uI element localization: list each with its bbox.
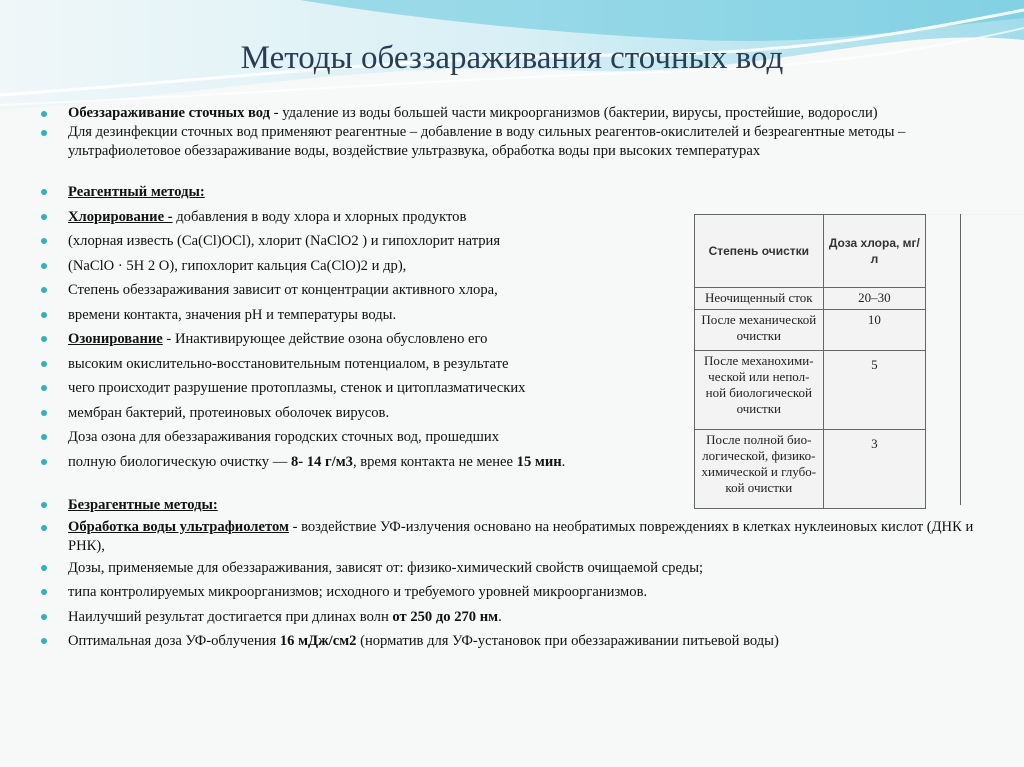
list-item: Обработка воды ультрафиолетом - воздействие УФ-излучения основано на необратимых повреждениях в клетках нуклеиновых кислот (ДНК и РНК), (38, 518, 998, 556)
definition-term: Обеззараживание сточных вод (68, 105, 271, 121)
list-item: Дозы, применяемые для обеззараживания, зависят от: физико-химический свойств очищаемой среды; (38, 556, 998, 581)
table-header-stage: Степень очистки (695, 215, 824, 288)
table-header-dose: Доза хлора, мг/л (823, 215, 926, 288)
list-item: Наилучший результат достигается при длинах волн от 250 до 270 нм. (38, 605, 998, 630)
list-item: Озонирование - Инактивирующее действие озона обусловлено его (38, 327, 678, 352)
table-cell-dose: 5 (823, 351, 926, 430)
list-item: Доза озона для обеззараживания городских сточных вод, прошедших (38, 425, 678, 450)
table-cell-stage: После полной био-логической, физико-химической и глубо-кой очистки (695, 430, 824, 509)
list-item: полную биологическую очистку — 8- 14 г/м3, время контакта не менее 15 мин. (38, 450, 678, 475)
list-item: Степень обеззараживания зависит от концентрации активного хлора, (38, 278, 678, 303)
list-item: мембран бактерий, протеиновых оболочек вирусов. (38, 401, 678, 426)
list-item: высоким окислительно-восстановительным потенциалом, в результате (38, 352, 678, 377)
list-item: чего происходит разрушение протоплазмы, стенок и цитоплазматических (38, 376, 678, 401)
list-item: Хлорирование - добавления в воду хлора и хлорных продуктов (38, 205, 678, 230)
chlorine-dose-table (694, 214, 1024, 509)
list-item: типа контролируемых микроорганизмов; исходного и требуемого уровней микроорганизмов. (38, 580, 998, 605)
table-cell-dose: 20–30 (823, 288, 926, 310)
list-item: времени контакта, значения pH и температуры воды. (38, 303, 678, 328)
table-cell-stage: После механической очистки (695, 310, 824, 351)
slide-title: Методы обеззараживания сточных вод (240, 40, 784, 76)
list-item: (хлорная известь (Ca(Cl)OCl), хлорит (NaClO2 ) и гипохлорит натрия (38, 229, 678, 254)
table-empty-column (926, 215, 1024, 509)
reagent-heading: Реагентный методы: (38, 180, 678, 205)
list-item: Обеззараживание сточных вод - удаление из воды большей части микроорганизмов (бактерии, вирусы, простейшие, водоросли) (38, 104, 998, 123)
table-cell-dose: 3 (823, 430, 926, 509)
list-item: Для дезинфекции сточных вод применяют реагентные – добавление в воду сильных реагентов-окислителей и безреагентные методы – ультрафиолетовое обеззараживание воды, воздействие ультразвука, обработка воды при высоких температурах (38, 123, 998, 161)
nonreagent-heading: Безрагентные методы: (38, 493, 998, 518)
table-cell-stage: Неочищенный сток (695, 288, 824, 310)
list-item: Оптимальная доза УФ-облучения 16 мДж/см2 (норматив для УФ-установок при обеззараживании питьевой воды) (38, 629, 998, 654)
table-cell-stage: После механохими-ческой или непол-ной биологической очистки (695, 351, 824, 430)
table-cell-dose: 10 (823, 310, 926, 351)
list-item: (NaClO · 5H 2 O), гипохлорит кальция Ca(ClO)2 и др), (38, 254, 678, 279)
table-right-border (960, 214, 961, 505)
